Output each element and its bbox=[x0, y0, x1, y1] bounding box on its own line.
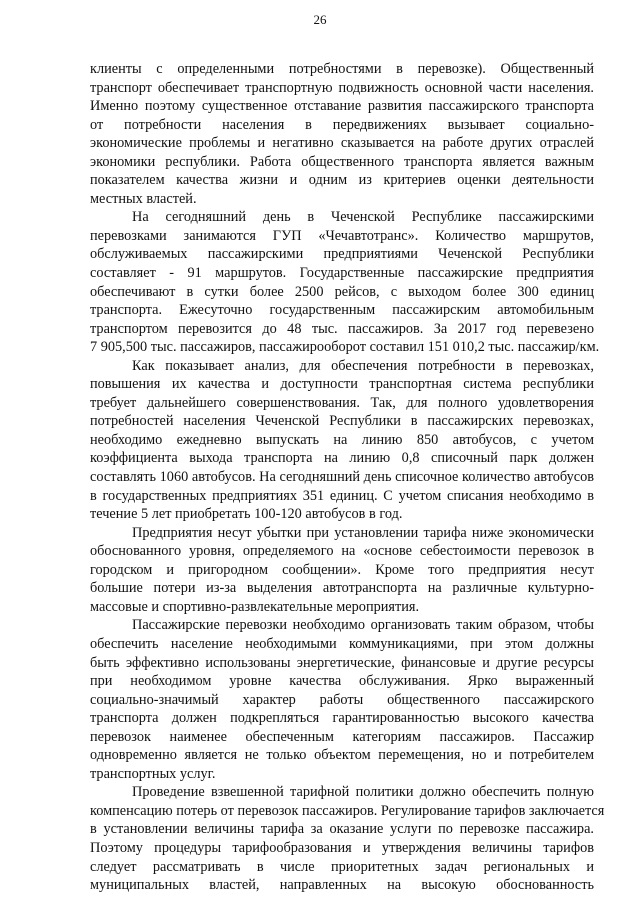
text-line: массовые и спортивно-развлекательные мероприятия. bbox=[90, 598, 420, 615]
paragraph bbox=[90, 783, 605, 894]
text-line: течение 5 лет приобретать 100-120 автобусов в год. bbox=[90, 506, 403, 523]
text-line: перевозками занимаются ГУП «Чечавтотранс». Количество маршрутов, bbox=[90, 227, 594, 244]
document-body bbox=[90, 60, 605, 895]
text-line: необходимо ежедневно выпускать на линию 850 автобусов, с учетом bbox=[90, 431, 594, 448]
text-line: быть эффективно использованы энергетические, финансовые и другие ресурсы bbox=[90, 654, 594, 671]
text-line: местных властей. bbox=[90, 190, 197, 207]
text-line: Предприятия несут убытки при установлении тарифа ниже экономически bbox=[132, 524, 594, 541]
paragraph bbox=[90, 60, 594, 208]
text-line: в установлении величины тарифа за оказание услуги по перевозке пассажира. bbox=[90, 821, 594, 838]
text-line: составлять 1060 автобусов. На сегодняшний день списочное количество автобусов bbox=[90, 469, 594, 486]
text-line: большие потери из-за выделения автотранспорта на различные культурно- bbox=[90, 580, 594, 597]
text-line: Именно поэтому существенное отставание развития пассажирского транспорта bbox=[90, 98, 594, 115]
text-line: Проведение взвешенной тарифной политики должно обеспечить полную bbox=[132, 784, 594, 801]
text-line: требует дальнейшего совершенствования. Так, для полного удовлетворения bbox=[90, 394, 594, 411]
text-line: компенсацию потерь от перевозок пассажиров. Регулирование тарифов заключается bbox=[90, 802, 605, 819]
text-line: транспорта. Ежесуточно государственным пассажирским автомобильным bbox=[90, 302, 594, 319]
text-line: повышения их качества и доступности транспортная система республики bbox=[90, 376, 594, 393]
text-line: транспортом перевозится до 48 тыс. пассажиров. За 2017 год перевезено bbox=[90, 320, 594, 337]
text-line: от потребности населения в передвижениях вызывает социально- bbox=[90, 116, 594, 133]
text-line: составляет - 91 маршрутов. Государственные пассажирские предприятия bbox=[90, 265, 594, 282]
paragraph bbox=[90, 357, 594, 524]
paragraph bbox=[90, 524, 594, 617]
text-line: перевозок наименее обеспеченным категориям пассажиров. Пассажир bbox=[90, 728, 594, 745]
text-line: следует рассматривать в числе приоритетных задач региональных и bbox=[90, 858, 594, 875]
text-line: в государственных предприятиях 351 единиц. С учетом списания необходимо в bbox=[90, 487, 594, 504]
text-line: при необходимом уровне качества обслуживания. Ярко выраженный bbox=[90, 673, 594, 690]
page-number: 26 bbox=[313, 12, 327, 27]
text-line: Как показывает анализ, для обеспечения потребности в перевозках, bbox=[132, 357, 594, 374]
text-line: городском и пригородном сообщении». Кроме того предприятия несут bbox=[90, 561, 594, 578]
text-line: На сегодняшний день в Чеченской Республике пассажирскими bbox=[132, 209, 594, 226]
text-line: 7 905,500 тыс. пассажиров, пассажирооборот составил 151 010,2 тыс. пассажир/км. bbox=[90, 339, 600, 356]
text-line: транспорт обеспечивает транспортную подвижность основной части населения. bbox=[90, 79, 594, 96]
paragraph bbox=[90, 208, 600, 356]
text-line: обеспечить население необходимыми коммуникациями, при этом должны bbox=[90, 635, 594, 652]
text-line: муниципальных властей, направленных на высокую обоснованность bbox=[90, 877, 594, 894]
text-line: клиенты с определенными потребностями в перевозке). Общественный bbox=[90, 61, 594, 77]
text-line: Поэтому процедуры тарифообразования и утверждения величины тарифов bbox=[90, 839, 594, 856]
text-line: Пассажирские перевозки необходимо организовать таким образом, чтобы bbox=[132, 617, 594, 634]
text-line: одновременно является не только объектом перемещения, но и потребителем bbox=[90, 747, 594, 764]
text-line: обслуживаемых пассажирскими предприятиями Чеченской Республики bbox=[90, 246, 594, 263]
text-line: транспортных услуг. bbox=[90, 765, 216, 782]
text-line: показателем качества жизни и одним из критериев оценки деятельности bbox=[90, 172, 594, 189]
text-line: транспорта должен подкрепляться гарантированностью высокого качества bbox=[90, 710, 594, 727]
text-line: экономические проблемы и негативно сказывается на работе других отраслей bbox=[90, 135, 594, 152]
text-line: потребностей населения Чеченской Республики в пассажирских перевозках, bbox=[90, 413, 594, 430]
text-line: коэффициента выхода транспорта на линию 0,8 списочный парк должен bbox=[90, 450, 594, 467]
text-line: экономики республики. Работа общественного транспорта является важным bbox=[90, 153, 594, 170]
text-line: обеспечивают в сутки более 2500 рейсов, с выходом более 300 единиц bbox=[90, 283, 594, 300]
paragraph bbox=[90, 616, 594, 783]
text-line: обоснованного уровня, определяемого на «основе себестоимости перевозок в bbox=[90, 543, 594, 560]
text-line: социально-значимый характер работы общественного пассажирского bbox=[90, 691, 594, 708]
